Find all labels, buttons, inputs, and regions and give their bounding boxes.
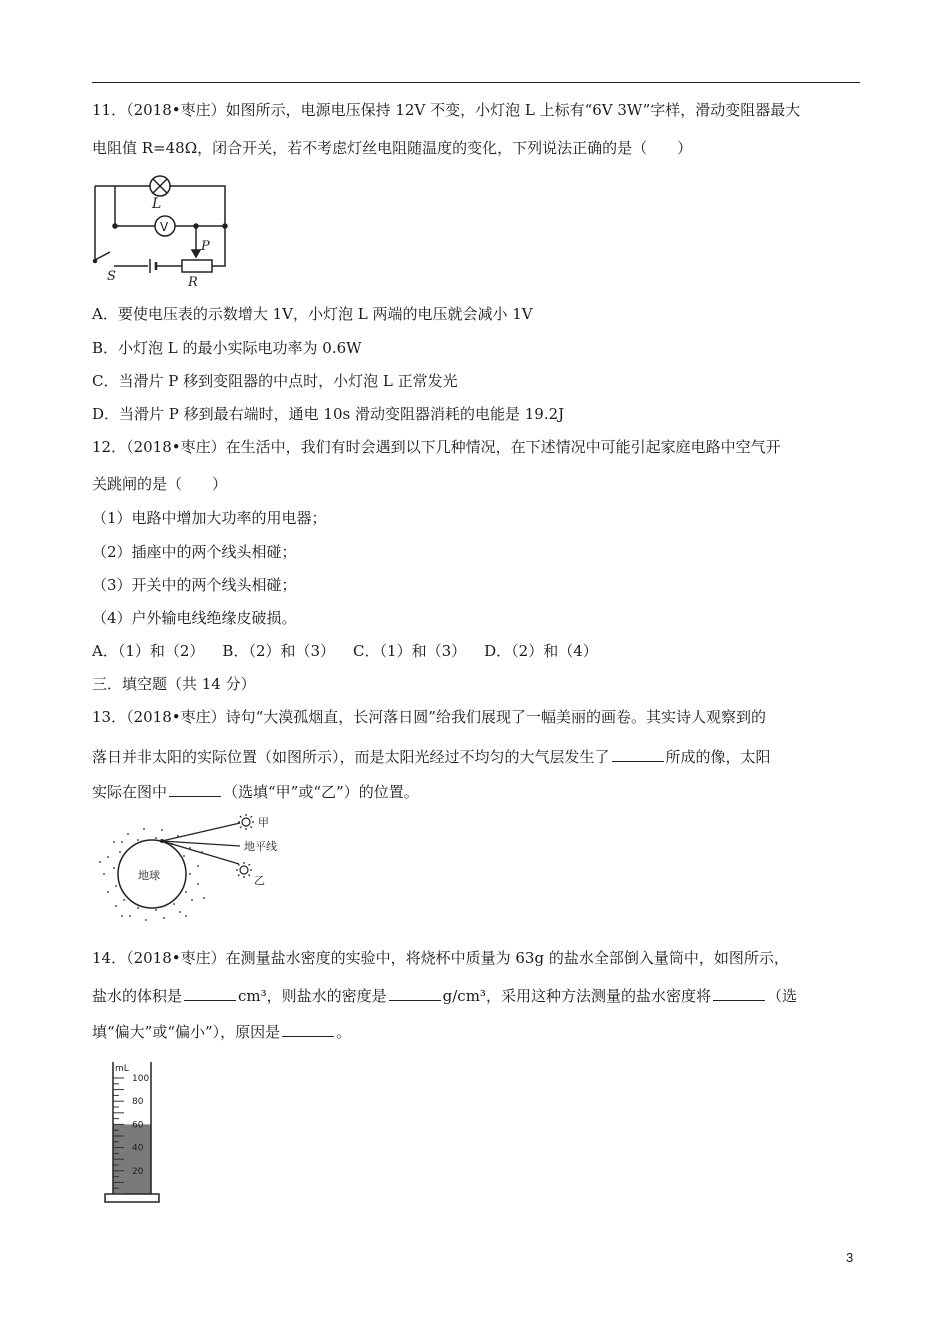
voltmeter-label: V	[160, 220, 169, 234]
q13-earth-atmosphere-diagram	[94, 812, 304, 924]
cylinder-tick-20: 20	[132, 1166, 144, 1177]
q14-text-3b: 。	[336, 1023, 352, 1041]
lamp-label: L	[152, 196, 162, 212]
cylinder-tick-80: 80	[132, 1097, 144, 1108]
q12-stem-line2: 关跳闸的是（ ）	[92, 475, 228, 493]
q12-item-4: （4）户外输电线绝缘皮破损。	[92, 609, 297, 627]
q14-blank-density[interactable]	[389, 986, 441, 1001]
q13-stem-line2	[92, 747, 771, 767]
q12-item-2: （2）插座中的两个线头相碰；	[92, 543, 297, 561]
q11-stem-line1: 11．（2018•枣庄）如图所示，电源电压保持 12V 不变，小灯泡 L 上标有“6V 3W”字样，滑动变阻器最大	[92, 101, 801, 119]
q12-option-b: B．（2）和（3）	[222, 642, 336, 660]
q11-option-a: A．要使电压表的示数增大 1V，小灯泡 L 两端的电压就会减小 1V	[92, 305, 533, 323]
q13-stem-line3	[92, 782, 419, 802]
q11-option-b: B．小灯泡 L 的最小实际电功率为 0.6W	[92, 339, 362, 357]
cylinder-tick-60: 60	[132, 1120, 144, 1131]
q12-option-c: C．（1）和（3）	[353, 642, 467, 660]
q14-text-2b: cm³，则盐水的密度是	[238, 987, 387, 1005]
q13-stem-line1: 13．（2018•枣庄）诗句“大漠孤烟直，长河落日圆”给我们展现了一幅美丽的画卷。其实诗人观察到的	[92, 708, 766, 726]
q12-stem-line1: 12．（2018•枣庄）在生活中，我们有时会遇到以下几种情况，在下述情况中可能引起家庭电路中空气开	[92, 438, 781, 456]
q14-text-3a: 填“偏大”或“偏小”），原因是	[92, 1023, 281, 1041]
cylinder-unit-label: mL	[115, 1064, 129, 1074]
q11-option-d: D．当滑片 P 移到最右端时，通电 10s 滑动变阻器消耗的电能是 19.2J	[92, 405, 565, 423]
q13-text-2b: 所成的像，太阳	[665, 748, 771, 766]
switch-label: S	[107, 269, 116, 284]
sun-yi-label: 乙	[254, 874, 265, 887]
slider-label: P	[201, 239, 210, 254]
q14-stem-line3	[92, 1022, 351, 1042]
q14-stem-line1: 14．（2018•枣庄）在测量盐水密度的实验中，将烧杯中质量为 63g 的盐水全部倒入量筒中，如图所示，	[92, 949, 789, 967]
q13-blank-2[interactable]	[169, 782, 221, 797]
q14-stem-line2	[92, 986, 797, 1006]
q13-blank-1[interactable]	[612, 747, 664, 762]
q13-text-3b: （选填“甲”或“乙”）的位置。	[223, 783, 419, 801]
horizon-label: 地平线	[244, 840, 277, 853]
q11-circuit-diagram	[90, 168, 240, 290]
q11-option-c: C．当滑片 P 移到变阻器的中点时，小灯泡 L 正常发光	[92, 372, 458, 390]
q12-option-a: A．（1）和（2）	[92, 642, 205, 660]
q11-stem-line2: 电阻值 R=48Ω，闭合开关，若不考虑灯丝电阻随温度的变化，下列说法正确的是（ ）	[92, 139, 693, 157]
q13-text-3a: 实际在图中	[92, 783, 168, 801]
q14-text-2c: g/cm³，采用这种方法测量的盐水密度将	[442, 987, 711, 1005]
q13-text-2a: 落日并非太阳的实际位置（如图所示），而是太阳光经过不均匀的大气层发生了	[92, 748, 610, 766]
cylinder-tick-40: 40	[132, 1143, 144, 1154]
q14-text-2a: 盐水的体积是	[92, 987, 183, 1005]
q14-blank-reason[interactable]	[282, 1022, 334, 1037]
q14-blank-bias[interactable]	[713, 986, 765, 1001]
page-number: 3	[846, 1250, 854, 1265]
q12-item-1: （1）电路中增加大功率的用电器；	[92, 509, 327, 527]
section-heading: 三．填空题（共 14 分）	[92, 675, 256, 693]
header-rule	[92, 82, 860, 83]
q14-text-2d: （选	[766, 987, 797, 1005]
rheostat-label: R	[188, 275, 198, 290]
q14-graduated-cylinder	[102, 1058, 164, 1208]
earth-label: 地球	[138, 869, 160, 882]
sun-jia-label: 甲	[258, 816, 269, 829]
q12-options	[92, 641, 616, 661]
q12-option-d: D．（2）和（4）	[484, 642, 598, 660]
q14-blank-volume[interactable]	[184, 986, 236, 1001]
cylinder-tick-100: 100	[132, 1074, 150, 1084]
q12-item-3: （3）开关中的两个线头相碰；	[92, 576, 297, 594]
